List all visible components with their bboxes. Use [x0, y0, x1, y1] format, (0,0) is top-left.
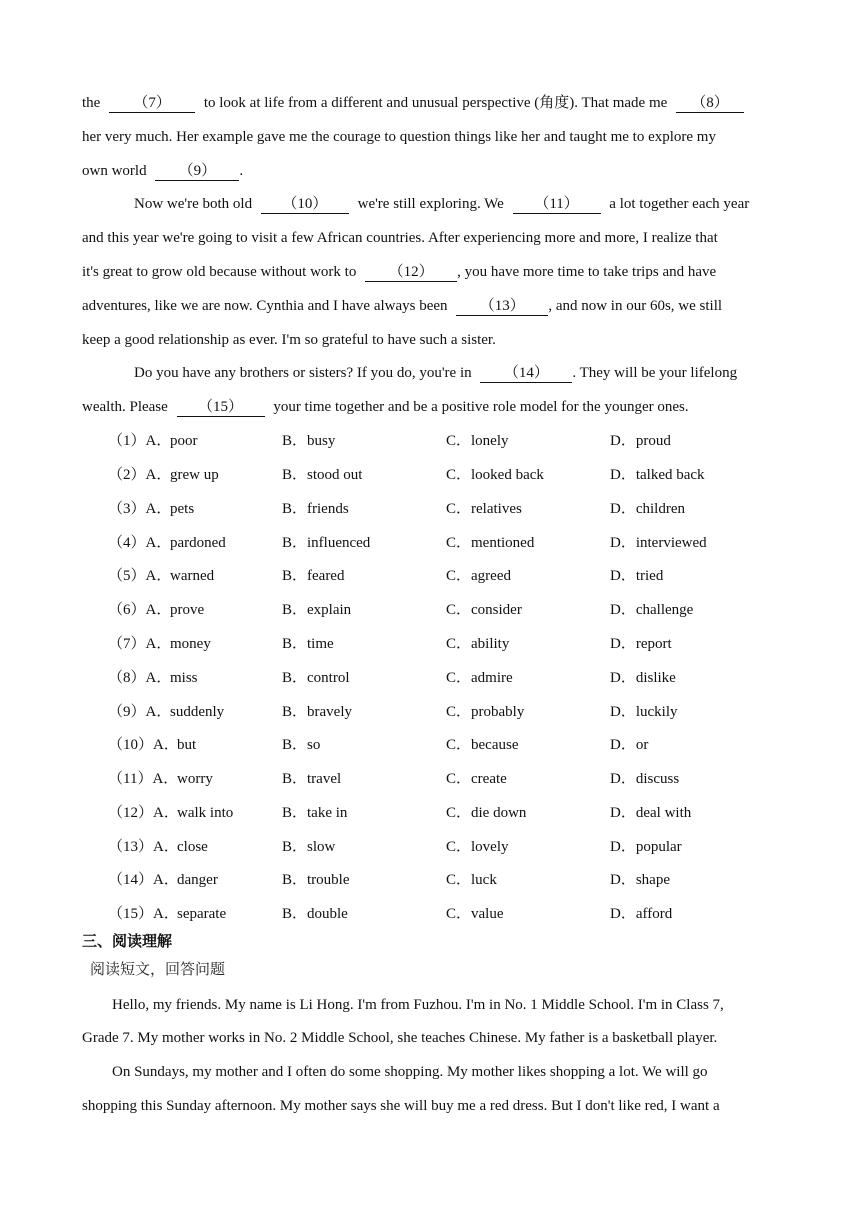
option-c: C．luck: [446, 872, 497, 888]
passage-line: [82, 161, 243, 181]
question-number: （10）A．: [108, 737, 179, 753]
option-row: [0, 870, 860, 890]
option-row: [0, 702, 860, 722]
passage-line: [82, 262, 716, 282]
option-d: D．challenge: [610, 602, 694, 618]
option-a: pardoned: [170, 535, 226, 551]
option-row: [0, 904, 860, 924]
option-a: separate: [177, 906, 227, 922]
reading-line: Grade 7. My mother works in No. 2 Middle School, she teaches Chinese. My father is a basketball player.: [82, 1030, 718, 1046]
blank-11: （11）: [513, 195, 601, 214]
passage-line: keep a good relationship as ever. I'm so grateful to have such a sister.: [82, 332, 496, 348]
question-number: （7）A．: [108, 636, 172, 652]
option-a: walk into: [177, 805, 234, 821]
option-b: B．feared: [282, 568, 345, 584]
reading-line: shopping this Sunday afternoon. My mother says she will buy me a red dress. But I don't like red, I want a: [82, 1098, 720, 1114]
option-b: B．control: [282, 670, 350, 686]
section-instruction: 阅读短文，回答问题: [90, 960, 226, 978]
passage-line: [134, 194, 749, 214]
option-d: D．children: [610, 501, 685, 517]
blank-9: （9）: [155, 162, 239, 181]
option-d: D．afford: [610, 906, 673, 922]
option-a: grew up: [170, 467, 219, 483]
option-row: [0, 634, 860, 654]
question-number: （1）A．: [108, 433, 172, 449]
reading-line: Hello, my friends. My name is Li Hong. I'm from Fuzhou. I'm in No. 1 Middle School. I'm in Class 7,: [112, 997, 724, 1013]
blank-7: （7）: [109, 94, 195, 113]
option-c: C．probably: [446, 704, 525, 720]
option-c: C．agreed: [446, 568, 511, 584]
passage-line: and this year we're going to visit a few African countries. After experiencing more and more, I realize that: [82, 230, 718, 246]
option-a: close: [177, 839, 208, 855]
option-a: pets: [170, 501, 195, 517]
option-b: B．take in: [282, 805, 348, 821]
blank-13: （13）: [456, 297, 548, 316]
option-c: C．value: [446, 906, 504, 922]
question-number: （5）A．: [108, 568, 172, 584]
question-number: （13）A．: [108, 839, 179, 855]
option-a: warned: [170, 568, 215, 584]
option-c: C．admire: [446, 670, 513, 686]
text: Do you have any brothers or sisters? If you do, you're in: [134, 365, 472, 381]
option-d: D．report: [610, 636, 672, 652]
text: wealth. Please: [82, 399, 168, 415]
text: own world: [82, 163, 147, 179]
option-c: C．lovely: [446, 839, 509, 855]
option-b: B．travel: [282, 771, 342, 787]
option-row: [0, 499, 860, 519]
question-number: （6）A．: [108, 602, 172, 618]
passage-line: [82, 93, 749, 113]
question-number: （15）A．: [108, 906, 179, 922]
option-c: C．relatives: [446, 501, 522, 517]
blank-10: （10）: [261, 195, 349, 214]
option-c: C．because: [446, 737, 519, 753]
question-number: （11）A．: [108, 771, 179, 787]
option-b: B．slow: [282, 839, 336, 855]
text: your time together and be a positive role model for the younger ones.: [273, 399, 689, 415]
passage-line: [82, 296, 722, 316]
option-a: prove: [170, 602, 205, 618]
option-row: [0, 465, 860, 485]
option-c: C．consider: [446, 602, 522, 618]
question-number: （4）A．: [108, 535, 172, 551]
blank-12: （12）: [365, 263, 457, 282]
option-d: D．shape: [610, 872, 670, 888]
passage-line: her very much. Her example gave me the courage to question things like her and taught me to explore my: [82, 129, 716, 145]
text: .: [239, 163, 244, 179]
option-row: [0, 668, 860, 688]
reading-line: On Sundays, my mother and I often do some shopping. My mother likes shopping a lot. We will go: [112, 1064, 708, 1080]
option-a: danger: [177, 872, 218, 888]
option-c: C．mentioned: [446, 535, 535, 551]
option-a: but: [177, 737, 197, 753]
section-heading: 三、阅读理解: [82, 932, 173, 950]
option-b: B．stood out: [282, 467, 363, 483]
text: , you have more time to take trips and have: [457, 264, 717, 280]
option-d: D．proud: [610, 433, 671, 449]
option-d: D．interviewed: [610, 535, 707, 551]
option-c: C．ability: [446, 636, 510, 652]
text: it's great to grow old because without work to: [82, 264, 357, 280]
passage-line: [82, 397, 689, 417]
option-row: [0, 533, 860, 553]
option-d: D．or: [610, 737, 649, 753]
text: we're still exploring. We: [357, 196, 504, 212]
option-row: [0, 837, 860, 857]
text: Now we're both old: [134, 196, 253, 212]
option-a: suddenly: [170, 704, 225, 720]
option-a: poor: [170, 433, 198, 449]
option-a: miss: [170, 670, 198, 686]
question-number: （9）A．: [108, 704, 172, 720]
option-d: D．dislike: [610, 670, 676, 686]
text: to look at life from a different and unusual perspective (角度). That made me: [203, 95, 668, 111]
blank-14: （14）: [480, 364, 572, 383]
text: a lot together each year: [609, 196, 750, 212]
question-number: （8）A．: [108, 670, 172, 686]
option-row: [0, 431, 860, 451]
option-b: B．bravely: [282, 704, 352, 720]
option-b: B．time: [282, 636, 334, 652]
option-row: [0, 769, 860, 789]
blank-15: （15）: [177, 398, 265, 417]
option-b: B．trouble: [282, 872, 350, 888]
option-c: C．die down: [446, 805, 527, 821]
option-a: money: [170, 636, 211, 652]
question-number: （14）A．: [108, 872, 179, 888]
option-b: B．so: [282, 737, 321, 753]
question-number: （3）A．: [108, 501, 172, 517]
option-row: [0, 566, 860, 586]
option-d: D．luckily: [610, 704, 678, 720]
option-d: D．talked back: [610, 467, 705, 483]
option-c: C．lonely: [446, 433, 509, 449]
text: . They will be your lifelong: [572, 365, 738, 381]
text: adventures, like we are now. Cynthia and I have always been: [82, 298, 448, 314]
option-d: D．discuss: [610, 771, 680, 787]
text: the: [82, 95, 101, 111]
option-c: C．create: [446, 771, 507, 787]
option-d: D．popular: [610, 839, 682, 855]
question-number: （2）A．: [108, 467, 172, 483]
passage-line: [134, 363, 737, 383]
option-b: B．explain: [282, 602, 352, 618]
option-row: [0, 803, 860, 823]
option-c: C．looked back: [446, 467, 544, 483]
option-b: B．influenced: [282, 535, 371, 551]
option-d: D．deal with: [610, 805, 692, 821]
blank-8: （8）: [676, 94, 744, 113]
option-b: B．busy: [282, 433, 336, 449]
option-row: [0, 735, 860, 755]
option-b: B．double: [282, 906, 348, 922]
option-b: B．friends: [282, 501, 349, 517]
option-row: [0, 600, 860, 620]
question-number: （12）A．: [108, 805, 179, 821]
text: , and now in our 60s, we still: [548, 298, 723, 314]
option-d: D．tried: [610, 568, 664, 584]
option-a: worry: [177, 771, 213, 787]
